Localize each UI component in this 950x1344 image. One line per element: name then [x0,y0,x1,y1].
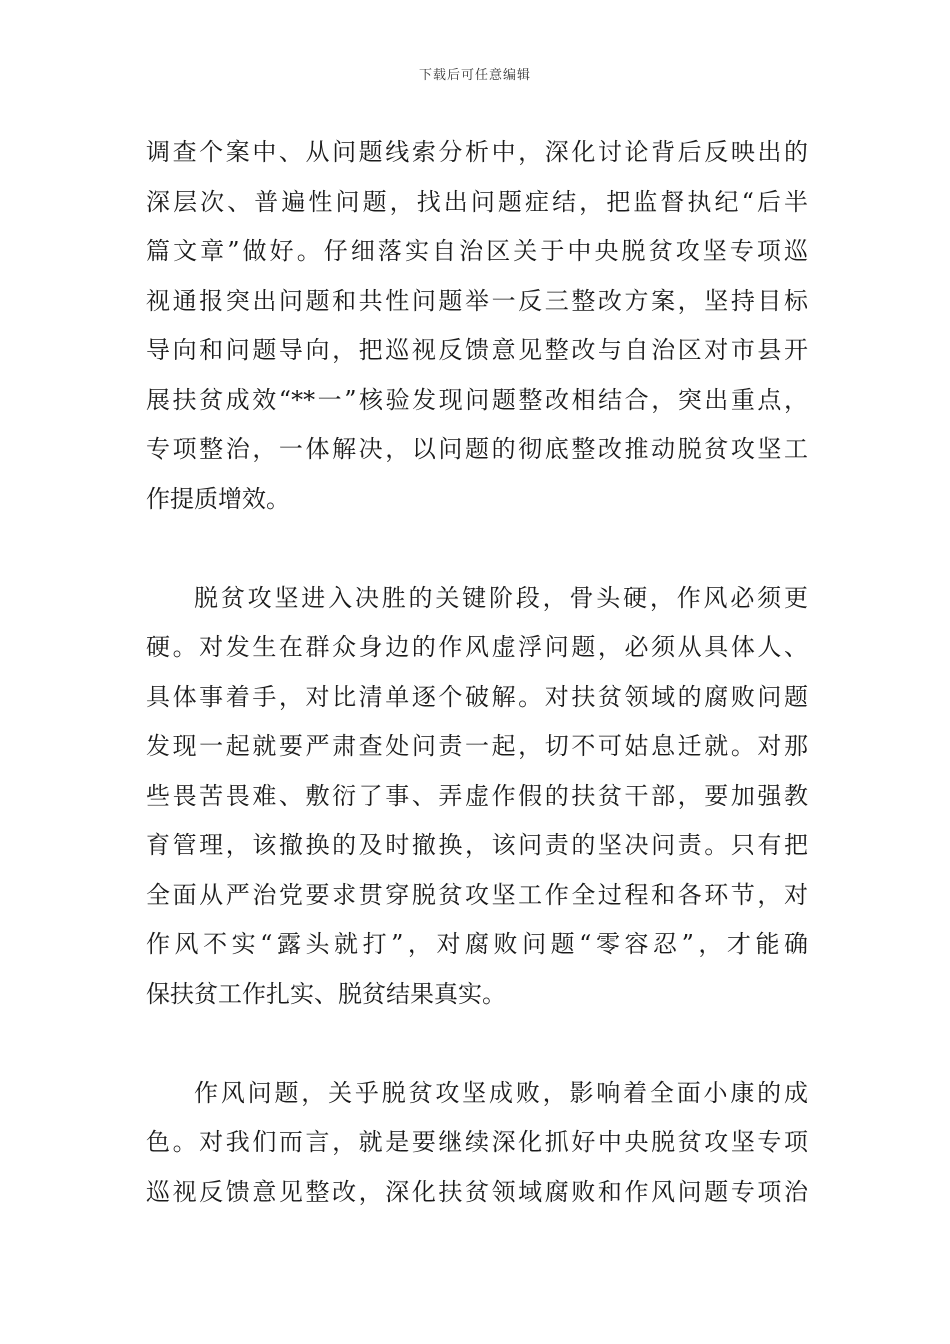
text-line: 导向和问题导向，把巡视反馈意见整改与自治区对市县开 [146,336,808,364]
text-line: 些畏苦畏难、敷衍了事、弄虚作假的扶贫干部，要加强教 [146,781,808,810]
text-line: 篇文章”做好。仔细落实自治区关于中央脱贫攻坚专项巡 [146,237,808,265]
paragraph-3 [146,1069,808,1218]
text-line: 作风问题，关乎脱贫攻坚成败，影响着全面小康的成 [194,1078,808,1107]
text-line: 视通报突出问题和共性问题举一反三整改方案，坚持目标 [146,286,808,315]
text-line: 具体事着手，对比清单逐个破解。对扶贫领域的腐败问题 [146,682,808,711]
text-line: 发现一起就要严肃查处问责一起，切不可姑息迁就。对那 [146,732,808,760]
text-line: 色。对我们而言，就是要继续深化抓好中央脱贫攻坚专项 [146,1128,808,1156]
text-line: 硬。对发生在群众身边的作风虚浮问题，必须从具体人、 [146,633,808,661]
paragraph-1 [146,128,808,524]
paragraph-2 [146,574,808,1020]
text-line: 保扶贫工作扎实、脱贫结果真实。 [146,979,506,1008]
text-line: 作风不实“露头就打”，对腐败问题“零容忍”，才能确 [146,930,808,958]
page-header: 下载后可任意编辑 [418,68,531,83]
text-line: 深层次、普遍性问题，找出问题症结，把监督执纪“后半 [146,187,808,216]
document-body [146,128,808,1217]
text-line: 作提质增效。 [146,484,290,513]
text-line: 调查个案中、从问题线索分析中，深化讨论背后反映出的 [146,138,808,166]
text-line: 全面从严治党要求贯穿脱贫攻坚工作全过程和各环节，对 [146,880,808,909]
text-line: 脱贫攻坚进入决胜的关键阶段，骨头硬，作风必须更 [194,583,808,612]
text-line: 展扶贫成效“**一”核验发现问题整改相结合，突出重点， [146,385,808,414]
paragraph-spacer [146,1019,808,1069]
text-line: 专项整治，一体解决，以问题的彻底整改推动脱贫攻坚工 [146,435,808,463]
paragraph-spacer [146,524,808,574]
text-line: 巡视反馈意见整改，深化扶贫领域腐败和作风问题专项治 [146,1177,808,1206]
text-line: 育管理，该撤换的及时撤换，该问责的坚决问责。只有把 [146,831,808,859]
